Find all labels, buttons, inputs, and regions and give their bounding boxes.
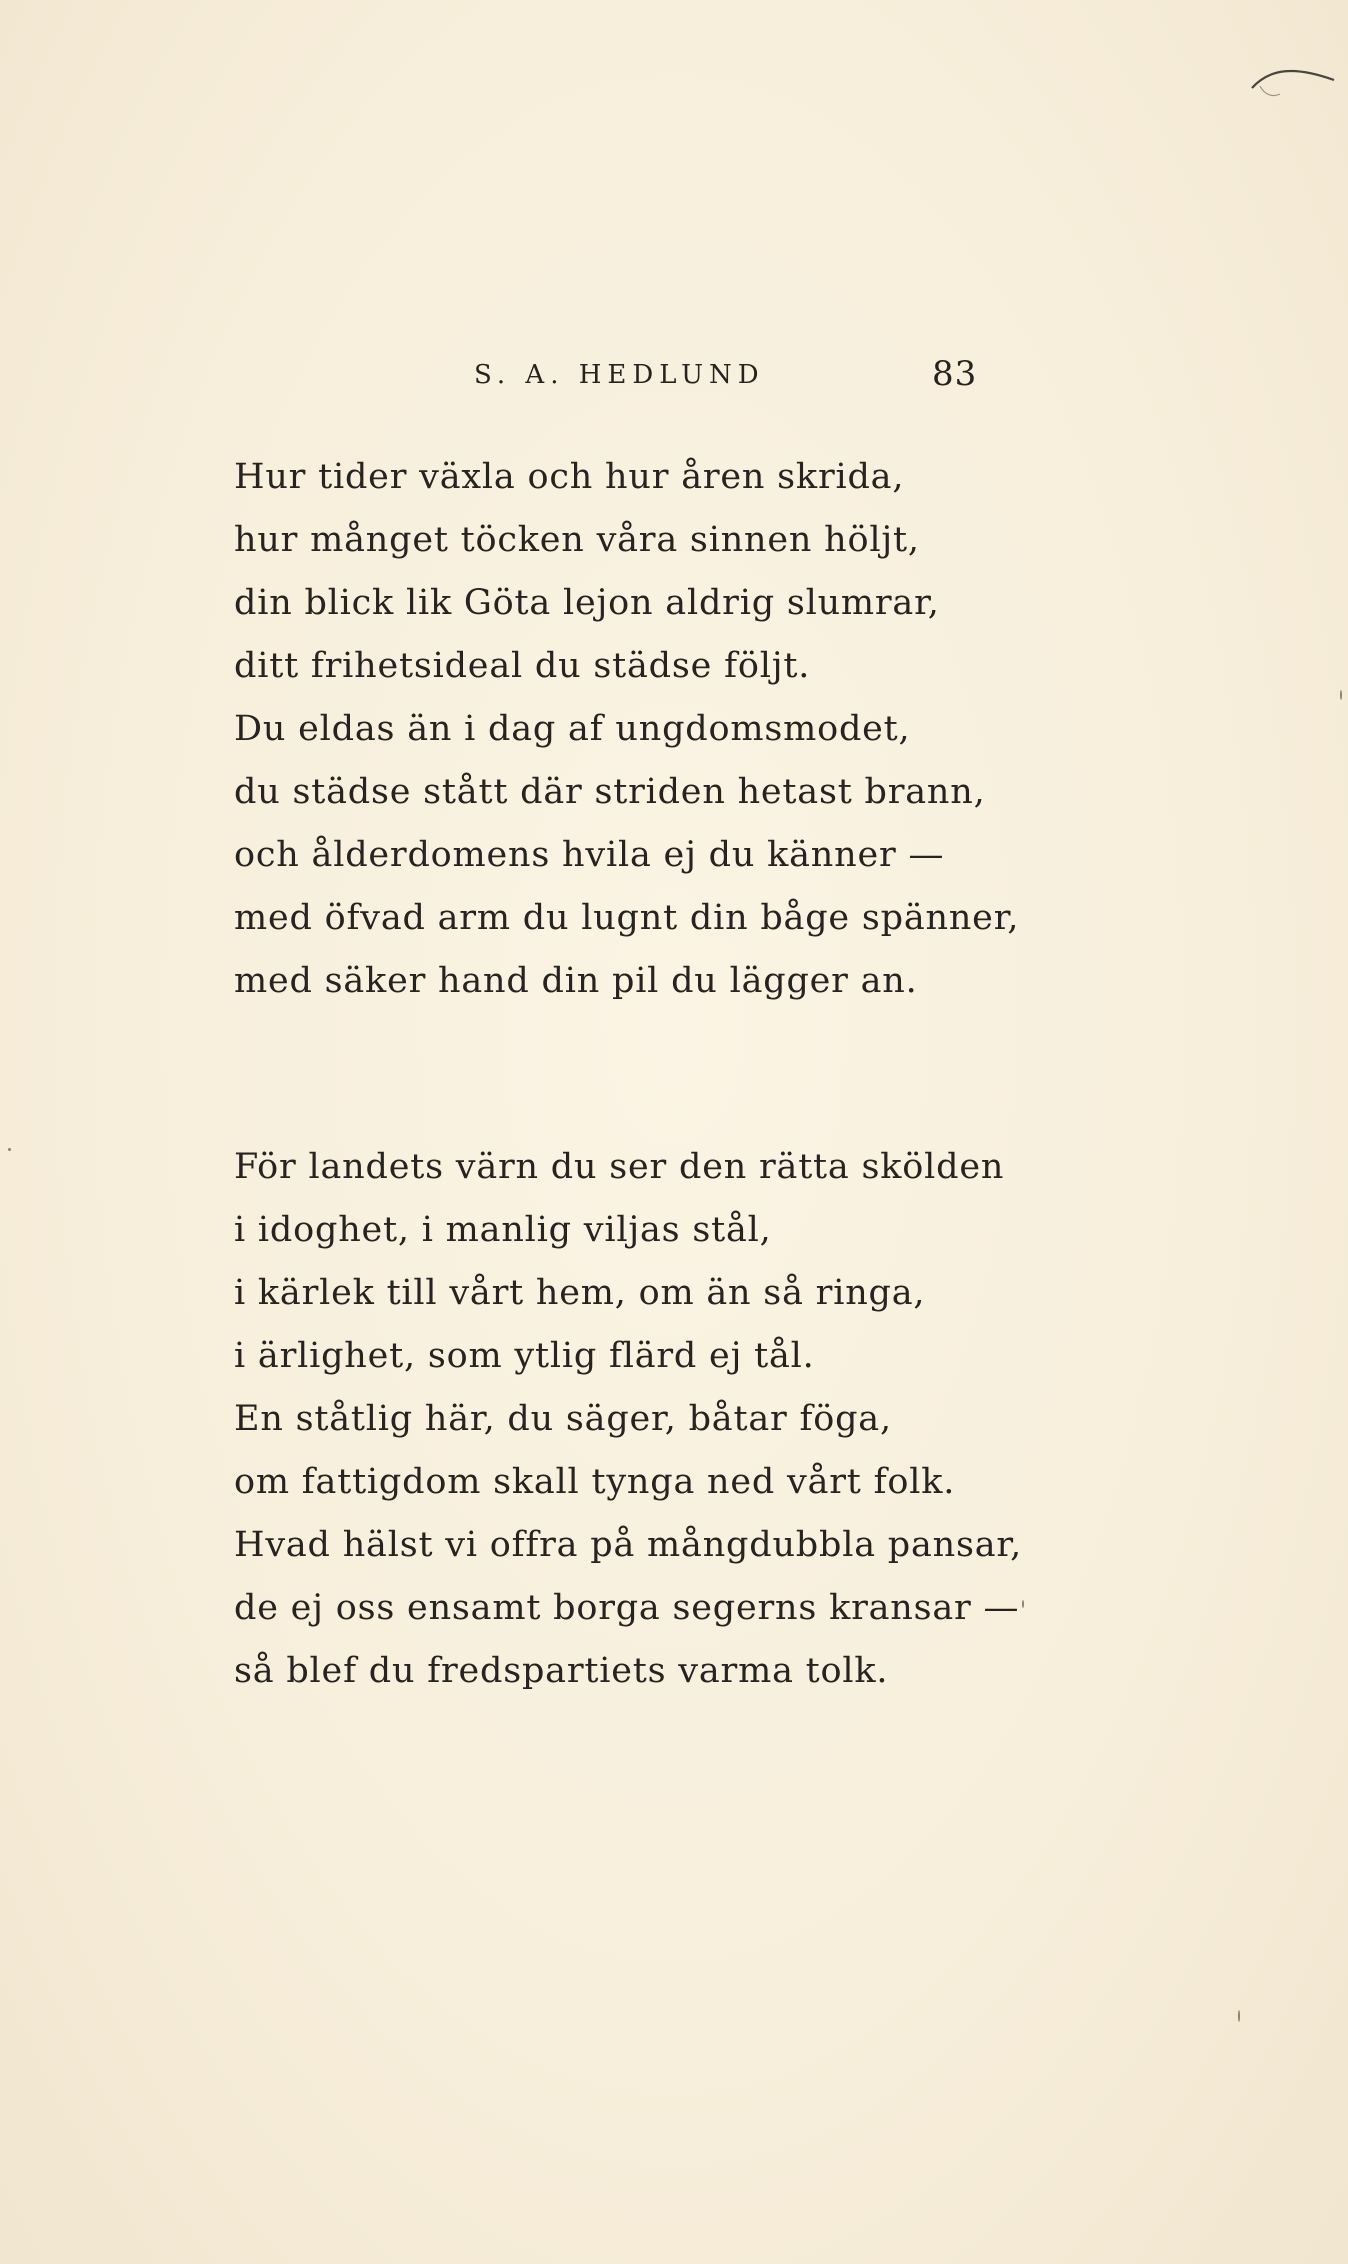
poem-stanza-1 xyxy=(234,446,1034,1013)
paper-speck xyxy=(1238,2010,1240,2022)
poem-stanza-2 xyxy=(234,1136,1034,1703)
poem-line: du städse stått där striden hetast brann, xyxy=(234,772,986,812)
poem-line: så blef du fredspartiets varma tolk. xyxy=(234,1651,889,1691)
poem-line: hur månget töcken våra sinnen höljt, xyxy=(234,520,920,560)
paper-speck xyxy=(1340,690,1342,700)
poem-line: Hur tider växla och hur åren skrida, xyxy=(234,457,905,497)
page-number: 83 xyxy=(932,354,978,394)
poem-line: i ärlighet, som ytlig flärd ej tål. xyxy=(234,1336,815,1376)
poem-line: En ståtlig här, du säger, båtar föga, xyxy=(234,1399,892,1439)
poem-line: i idoghet, i manlig viljas stål, xyxy=(234,1210,772,1250)
poem-line: och ålderdomens hvila ej du känner — xyxy=(234,835,945,875)
poem-line: Du eldas än i dag af ungdomsmodet, xyxy=(234,709,911,749)
paper-speck xyxy=(1022,1600,1024,1608)
poem-line: de ej oss ensamt borga segerns kransar — xyxy=(234,1588,1020,1628)
poem-line: i kärlek till vårt hem, om än så ringa, xyxy=(234,1273,926,1313)
page-header xyxy=(234,354,1014,410)
poem-line: ditt frihetsideal du städse följt. xyxy=(234,646,811,686)
paper-speck xyxy=(8,1148,11,1151)
poem-line: För landets värn du ser den rätta skölden xyxy=(234,1147,1005,1187)
poem-line: med öfvad arm du lugnt din båge spänner, xyxy=(234,898,1020,938)
poem-line: om fattigdom skall tynga ned vårt folk. xyxy=(234,1462,956,1502)
poem-line: din blick lik Göta lejon aldrig slumrar, xyxy=(234,583,940,623)
poem-line: med säker hand din pil du lägger an. xyxy=(234,961,918,1001)
poem-line: Hvad hälst vi offra på mångdubbla pansar, xyxy=(234,1525,1023,1565)
page-corner-fold-mark xyxy=(1250,58,1336,106)
running-head: S. A. HEDLUND xyxy=(474,360,765,390)
